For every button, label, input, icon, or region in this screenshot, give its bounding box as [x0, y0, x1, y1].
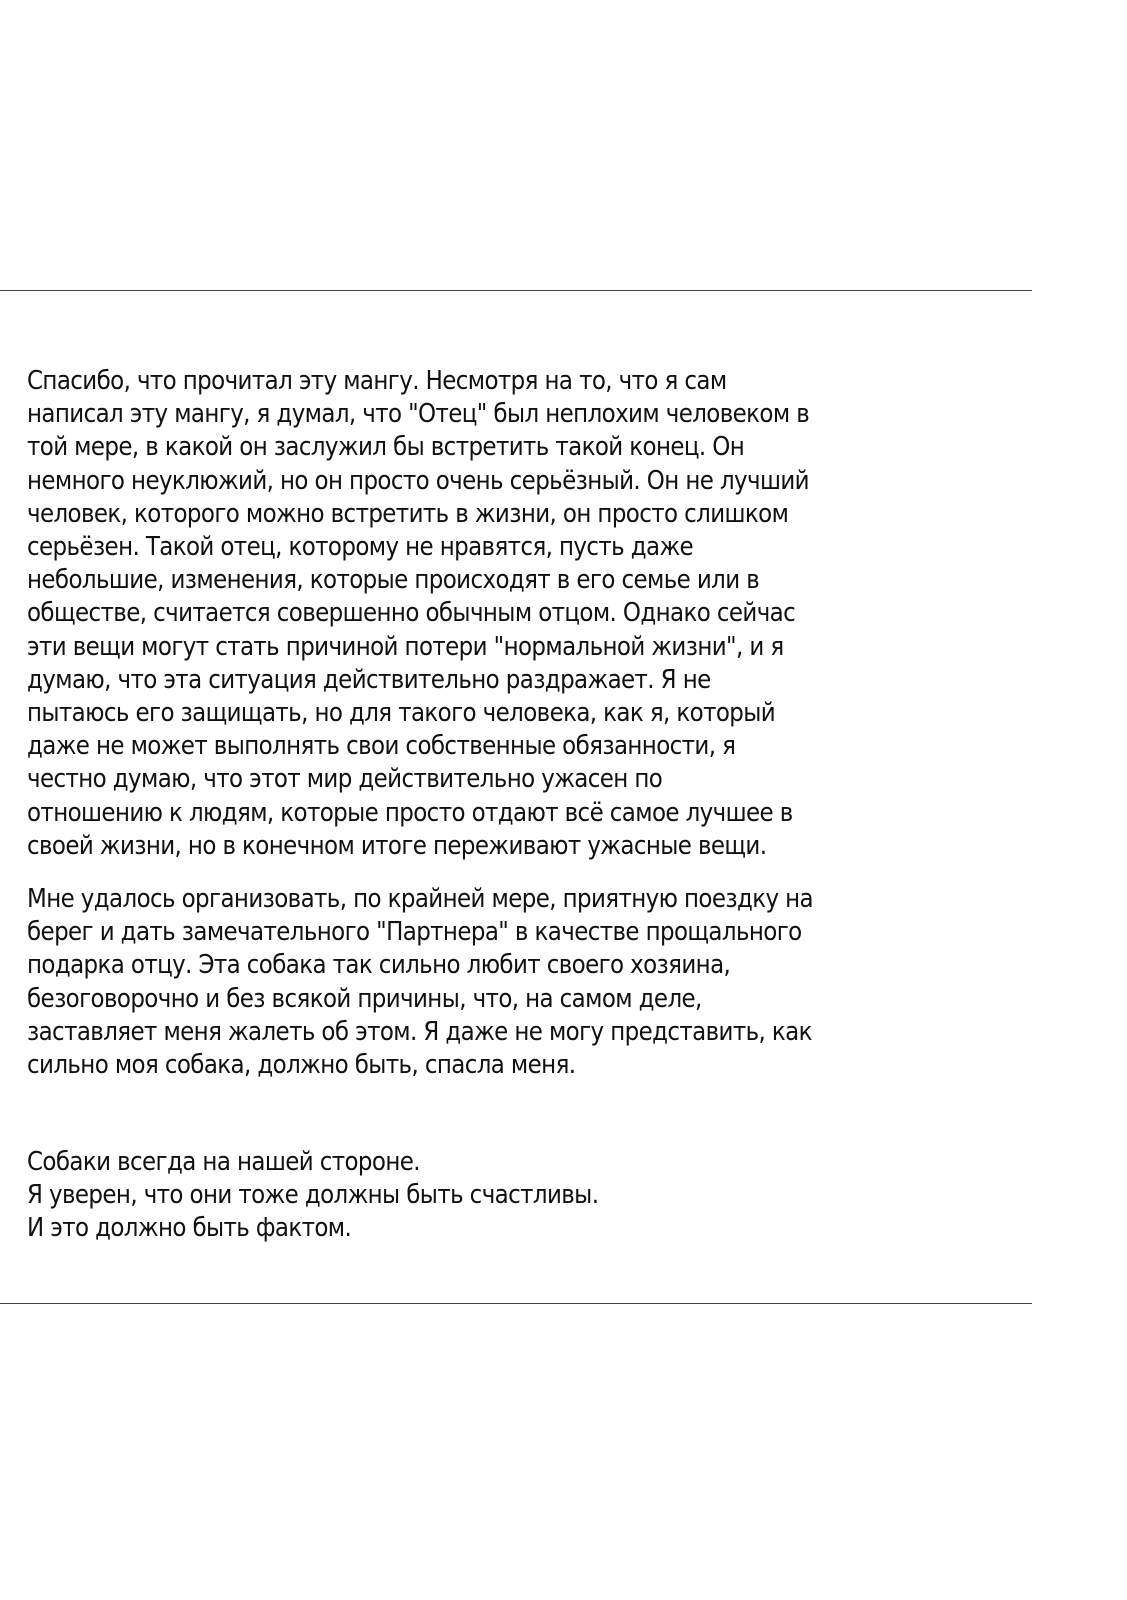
text-line: обществе, считается совершенно обычным отцом. Однако сейчас — [27, 598, 796, 629]
text-line: отношению к людям, которые просто отдают всё самое лучшее в — [27, 797, 793, 828]
afterword-paragraph-2 — [27, 883, 1047, 1082]
bottom-divider — [0, 1303, 1032, 1304]
text-line: сильно моя собака, должно быть, спасла меня. — [27, 1050, 576, 1081]
text-line: серьёзен. Такой отец, которому не нравятся, пусть даже — [27, 532, 694, 563]
text-line: эти вещи могут стать причиной потери "нормальной жизни", и я — [27, 631, 784, 662]
text-line: Я уверен, что они тоже должны быть счастливы. — [27, 1180, 599, 1211]
text-line: Мне удалось организовать, по крайней мере, приятную поездку на — [27, 884, 813, 914]
text-line: написал эту мангу, я думал, что "Отец" был неплохим человеком в — [27, 399, 810, 430]
text-line: своей жизни, но в конечном итоге переживают ужасные вещи. — [27, 830, 767, 861]
text-line: немного неуклюжий, но он просто очень серьёзный. Он не лучший — [27, 465, 809, 496]
text-line: И это должно быть фактом. — [27, 1213, 352, 1244]
text-line: Собаки всегда на нашей стороне. — [27, 1147, 420, 1177]
text-line: даже не может выполнять свои собственные обязанности, я — [27, 731, 736, 762]
text-line: человек, которого можно встретить в жизни, он просто слишком — [27, 498, 789, 529]
text-line: пытаюсь его защищать, но для такого человека, как я, который — [27, 698, 776, 729]
text-line: заставляет меня жалеть об этом. Я даже не могу представить, как — [27, 1016, 812, 1047]
text-line: Спасибо, что прочитал эту мангу. Несмотря на то, что я сам — [27, 366, 727, 396]
text-line: небольшие, изменения, которые происходят в его семье или в — [27, 565, 760, 596]
text-line: берег и дать замечательного "Партнера" в качестве прощального — [27, 917, 802, 948]
afterword-paragraph-1 — [27, 365, 1047, 863]
text-line: той мере, в какой он заслужил бы встретить такой конец. Он — [27, 432, 745, 463]
text-line: честно думаю, что этот мир действительно ужасен по — [27, 764, 663, 795]
text-line: безоговорочно и без всякой причины, что, на самом деле, — [27, 983, 702, 1014]
top-divider — [0, 290, 1032, 291]
afterword-closing-lines — [27, 1146, 1047, 1246]
text-line: думаю, что эта ситуация действительно раздражает. Я не — [27, 664, 711, 695]
text-line: подарка отцу. Эта собака так сильно любит своего хозяина, — [27, 950, 731, 981]
